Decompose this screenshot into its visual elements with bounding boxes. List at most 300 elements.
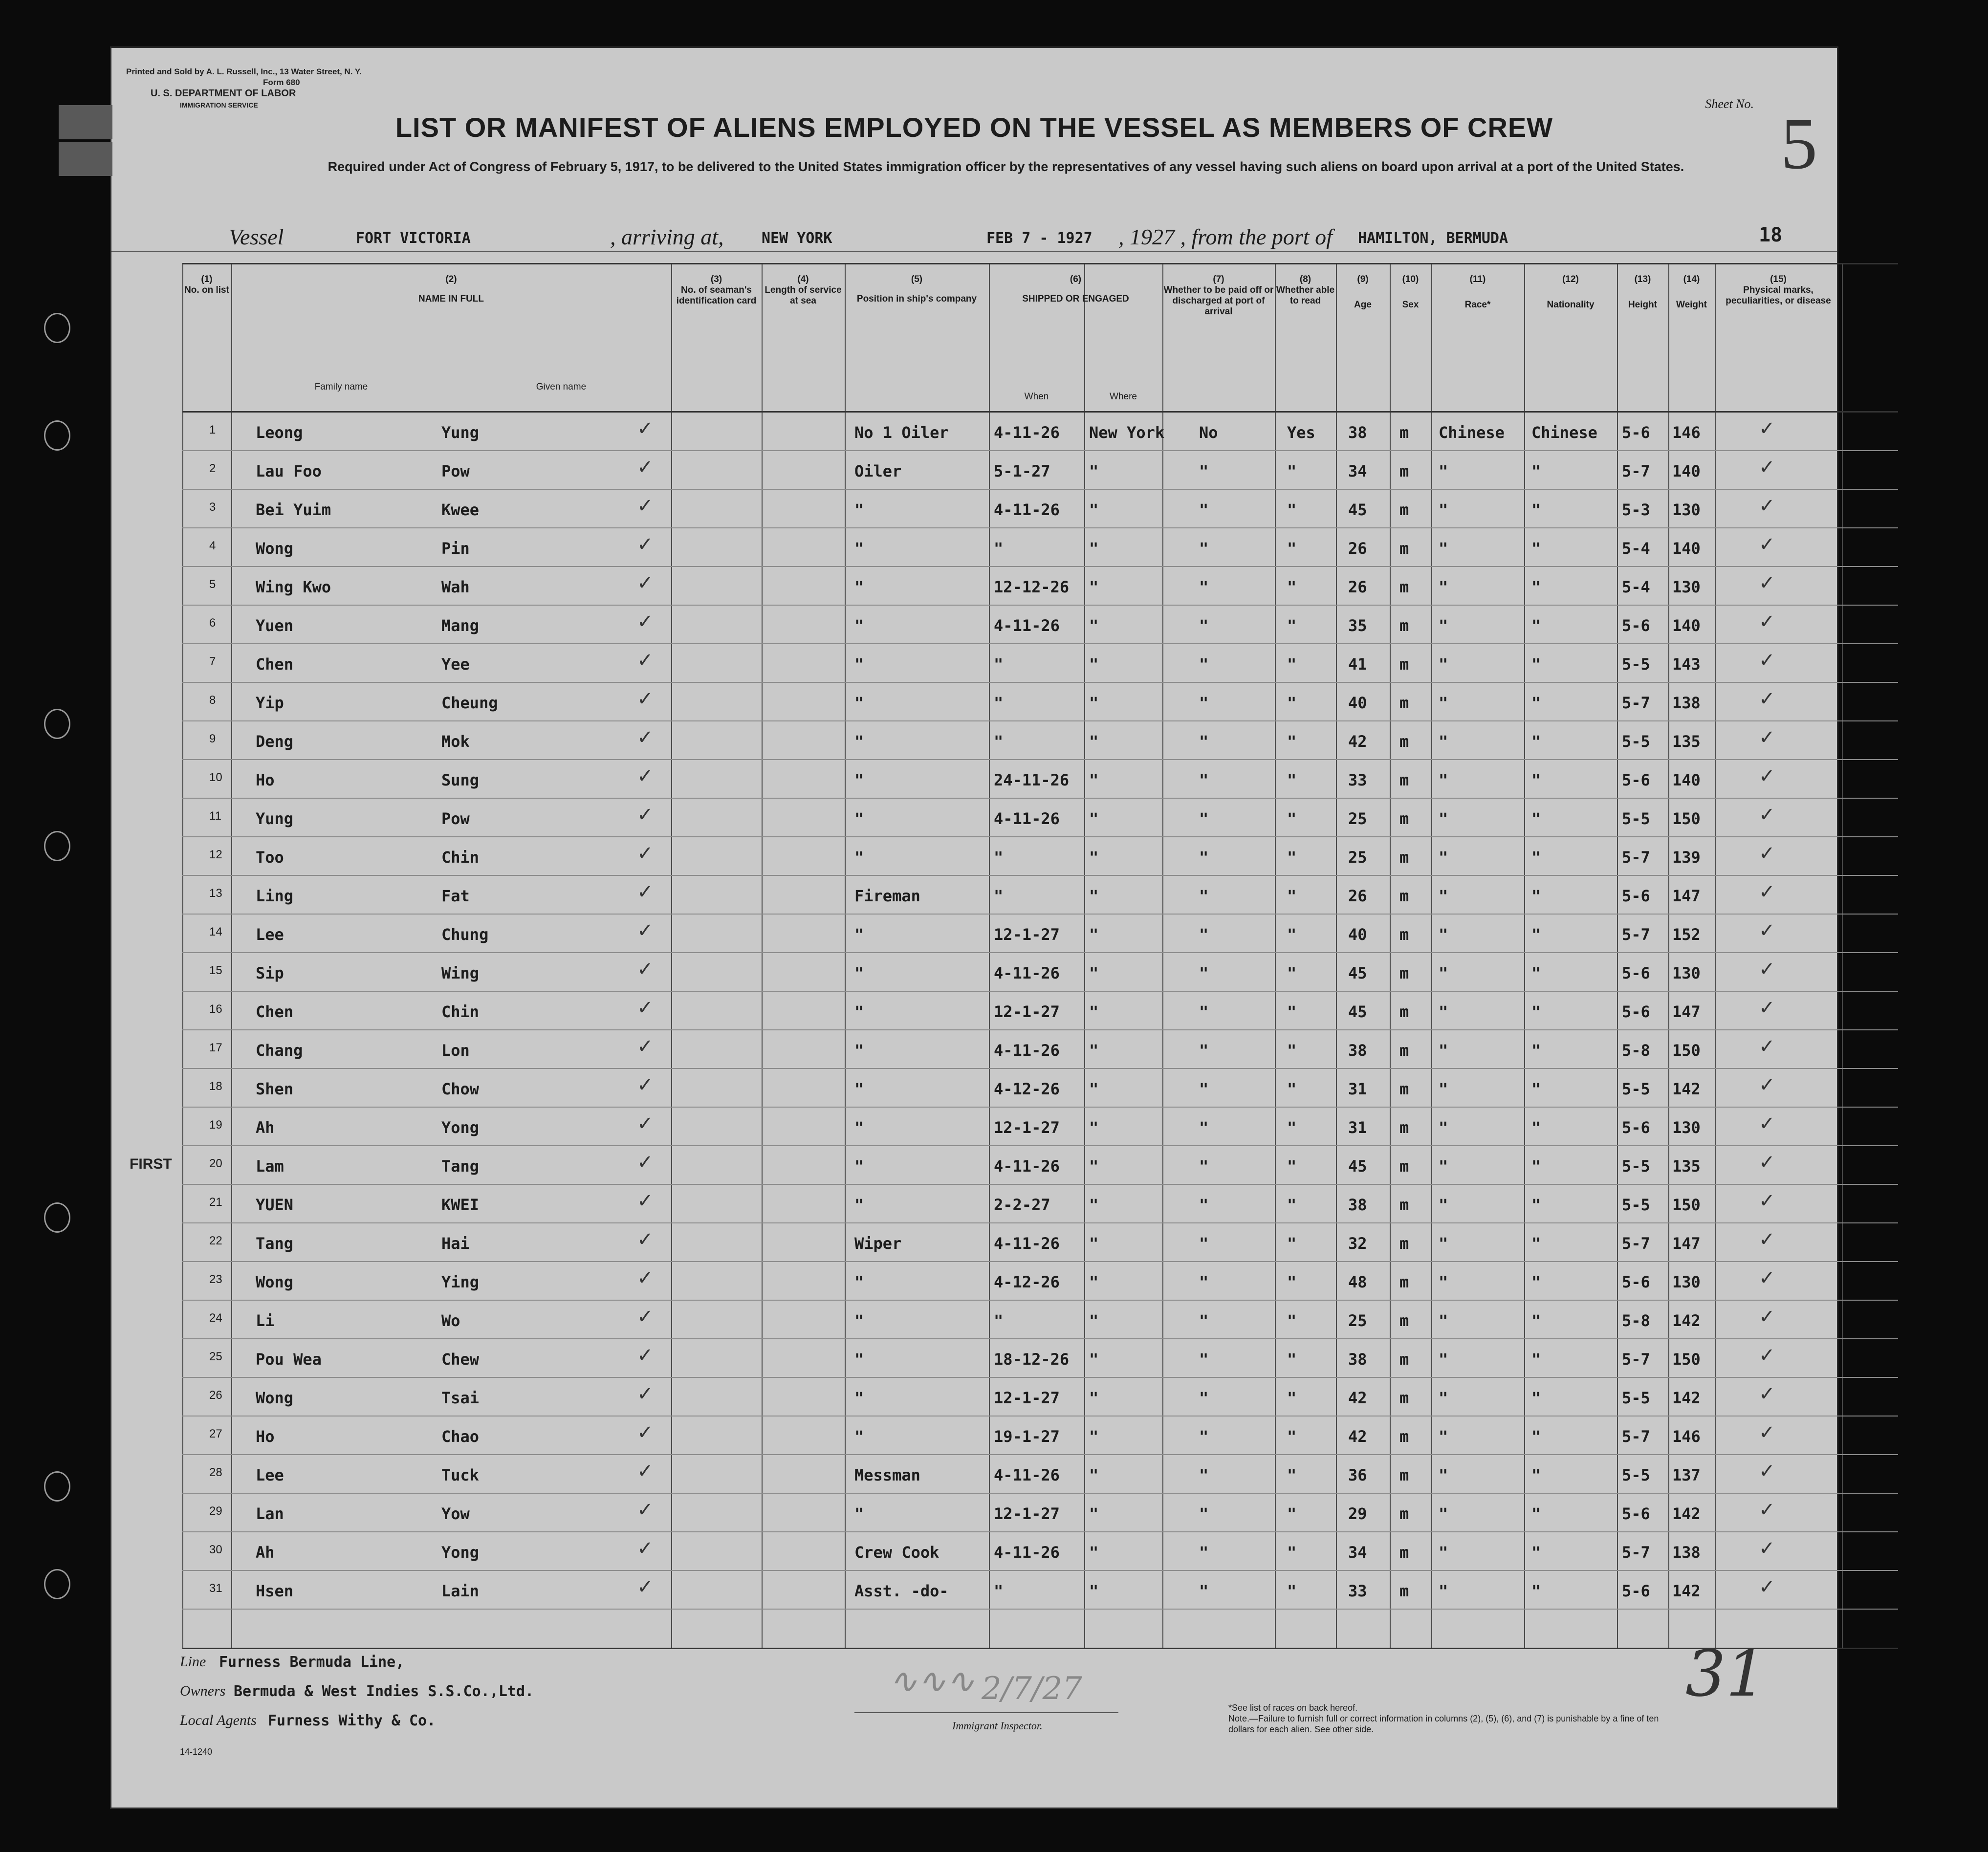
check-mark-icon: ✓	[637, 1228, 654, 1251]
check-mark-icon: ✓	[1759, 456, 1775, 479]
row-rule	[182, 875, 1898, 876]
cell-sex: m	[1399, 1080, 1409, 1098]
cell-when: "	[994, 1582, 1004, 1600]
cell-position: "	[854, 501, 864, 519]
cell-family: Lan	[256, 1504, 284, 1523]
side-tab	[59, 142, 112, 176]
cell-position: "	[854, 1196, 864, 1214]
check-mark-icon: ✓	[1759, 1576, 1775, 1598]
cell-age: 45	[1348, 501, 1367, 519]
cell-where: "	[1089, 1543, 1099, 1562]
check-mark-icon: ✓	[1759, 919, 1775, 942]
cell-nationality: "	[1531, 1466, 1541, 1484]
cell-family: Sip	[256, 964, 284, 982]
cell-position: "	[854, 925, 864, 944]
cell-when: 12-1-27	[994, 925, 1060, 944]
check-mark-icon: ✓	[1759, 997, 1775, 1019]
check-mark-icon: ✓	[1759, 958, 1775, 980]
row-rule	[182, 1454, 1898, 1455]
cell-nationality: "	[1531, 1311, 1541, 1330]
cell-nationality: "	[1531, 501, 1541, 519]
cell-weight: 142	[1672, 1582, 1701, 1600]
cell-race: "	[1439, 1234, 1448, 1253]
col-marks-num: (15)	[1770, 274, 1787, 284]
cell-read: "	[1287, 1118, 1297, 1137]
cell-height: 5-7	[1622, 1427, 1650, 1446]
cell-position: "	[854, 848, 864, 867]
cell-paid: "	[1199, 771, 1209, 789]
col-card-num: (3)	[710, 274, 722, 284]
cell-nationality: "	[1531, 925, 1541, 944]
cell-sex: m	[1399, 423, 1409, 442]
cell-paid: "	[1199, 539, 1209, 558]
cell-where: "	[1089, 462, 1099, 480]
check-mark-icon: ✓	[637, 919, 654, 942]
cell-position: Wiper	[854, 1234, 902, 1253]
cell-age: 45	[1348, 1157, 1367, 1176]
cell-sex: m	[1399, 1543, 1409, 1562]
cell-nationality: "	[1531, 887, 1541, 905]
cell-family: Shen	[256, 1080, 294, 1098]
cell-position: Fireman	[854, 887, 920, 905]
cell-given: Yow	[441, 1504, 470, 1523]
col-nationality-header: Nationality	[1547, 300, 1595, 310]
cell-nationality: "	[1531, 539, 1541, 558]
cell-height: 5-8	[1622, 1041, 1650, 1060]
cell-no: 27	[209, 1427, 222, 1440]
cell-nationality: "	[1531, 1080, 1541, 1098]
cell-given: Pow	[441, 809, 470, 828]
col-given-name: Given name	[536, 382, 587, 392]
col-where: Where	[1110, 392, 1137, 402]
cell-family: Bei Yuim	[256, 501, 331, 519]
cell-weight: 140	[1672, 462, 1701, 480]
margin-note: FIRST	[130, 1156, 172, 1172]
cell-sex: m	[1399, 1234, 1409, 1253]
cell-when: "	[994, 694, 1004, 712]
cell-where: "	[1089, 1504, 1099, 1523]
cell-nationality: "	[1531, 1118, 1541, 1137]
owners-value: Bermuda & West Indies S.S.Co.,Ltd.	[234, 1683, 534, 1700]
cell-height: 5-6	[1622, 887, 1650, 905]
cell-where: "	[1089, 1080, 1099, 1098]
inspector-signature: ∿∿∿	[889, 1661, 975, 1701]
binder-hole	[44, 1569, 70, 1599]
cell-given: Wing	[441, 964, 480, 982]
cell-age: 38	[1348, 1350, 1367, 1369]
cell-weight: 146	[1672, 423, 1701, 442]
cell-nationality: "	[1531, 578, 1541, 596]
cell-position: "	[854, 1118, 864, 1137]
inspector-label: Immigrant Inspector.	[952, 1720, 1043, 1732]
cell-weight: 142	[1672, 1504, 1701, 1523]
check-mark-icon: ✓	[1759, 1421, 1775, 1444]
cell-where: "	[1089, 1196, 1099, 1214]
check-mark-icon: ✓	[637, 1537, 654, 1560]
cell-height: 5-5	[1622, 1466, 1650, 1484]
cell-when: 2-2-27	[994, 1196, 1050, 1214]
cell-when: 4-11-26	[994, 1543, 1060, 1562]
cell-given: Tang	[441, 1157, 480, 1176]
cell-position: "	[854, 694, 864, 712]
cell-family: Lam	[256, 1157, 284, 1176]
row-rule	[182, 450, 1898, 451]
cell-weight: 142	[1672, 1311, 1701, 1330]
cell-given: Tsai	[441, 1389, 480, 1407]
cell-sex: m	[1399, 1118, 1409, 1137]
cell-given: Chung	[441, 925, 489, 944]
cell-position: Messman	[854, 1466, 920, 1484]
cell-position: "	[854, 539, 864, 558]
cell-race: "	[1439, 964, 1448, 982]
cell-age: 25	[1348, 848, 1367, 867]
row-rule	[182, 489, 1898, 490]
check-mark-icon: ✓	[637, 842, 654, 865]
owners-label: Owners	[180, 1683, 226, 1699]
row-rule	[182, 914, 1898, 915]
cell-weight: 140	[1672, 771, 1701, 789]
cell-age: 25	[1348, 1311, 1367, 1330]
line-label: Line	[180, 1654, 206, 1670]
cell-read: "	[1287, 771, 1297, 789]
check-mark-icon: ✓	[637, 649, 654, 672]
cell-no: 25	[209, 1350, 222, 1363]
cell-age: 48	[1348, 1273, 1367, 1291]
cell-sex: m	[1399, 1466, 1409, 1484]
cell-race: "	[1439, 1427, 1448, 1446]
check-mark-icon: ✓	[1759, 765, 1775, 787]
cell-paid: "	[1199, 501, 1209, 519]
cell-family: Lee	[256, 1466, 284, 1484]
cell-height: 5-5	[1622, 1389, 1650, 1407]
cell-position: "	[854, 809, 864, 828]
cell-no: 6	[209, 616, 216, 630]
cell-no: 23	[209, 1273, 222, 1286]
cell-family: Ho	[256, 771, 275, 789]
cell-no: 28	[209, 1466, 222, 1479]
cell-read: "	[1287, 732, 1297, 751]
cell-where: "	[1089, 501, 1099, 519]
cell-no: 12	[209, 848, 222, 861]
cell-where: New York	[1089, 423, 1165, 442]
check-mark-icon: ✓	[1759, 1537, 1775, 1560]
cell-when: "	[994, 539, 1004, 558]
cell-paid: "	[1199, 694, 1209, 712]
cell-race: "	[1439, 501, 1448, 519]
cell-read: "	[1287, 578, 1297, 596]
col-name-num: (2)	[445, 274, 457, 284]
col-race-header: Race*	[1464, 300, 1491, 310]
cell-height: 5-7	[1622, 694, 1650, 712]
cell-age: 34	[1348, 1543, 1367, 1562]
cell-given: Wah	[441, 578, 470, 596]
cell-height: 5-4	[1622, 578, 1650, 596]
cell-age: 25	[1348, 809, 1367, 828]
binder-hole	[44, 420, 70, 451]
check-mark-icon: ✓	[637, 1576, 654, 1598]
printer-line: Printed and Sold by A. L. Russell, Inc., 13 Water Street, N. Y.	[126, 67, 362, 76]
col-shipped-num: (6)	[1070, 274, 1082, 284]
cell-given: Yee	[441, 655, 470, 674]
cell-position: Crew Cook	[854, 1543, 939, 1562]
check-mark-icon: ✓	[1759, 495, 1775, 517]
cell-height: 5-5	[1622, 655, 1650, 674]
row-rule	[182, 643, 1898, 644]
cell-position: "	[854, 964, 864, 982]
cell-race: "	[1439, 655, 1448, 674]
cell-age: 33	[1348, 1582, 1367, 1600]
cell-where: "	[1089, 539, 1099, 558]
check-mark-icon: ✓	[637, 1190, 654, 1212]
cell-where: "	[1089, 1389, 1099, 1407]
cell-paid: "	[1199, 616, 1209, 635]
cell-position: "	[854, 1157, 864, 1176]
check-mark-icon: ✓	[1759, 1344, 1775, 1367]
row-rule	[182, 1570, 1898, 1571]
cell-height: 5-5	[1622, 809, 1650, 828]
cell-no: 30	[209, 1543, 222, 1556]
penalty-note: Note.—Failure to furnish full or correct information in columns (2), (5), (6), and (7) is punishable by a fine of ten dollars for each alien. See other side.	[1228, 1714, 1659, 1734]
cell-family: Leong	[256, 423, 303, 442]
cell-family: Too	[256, 848, 284, 867]
col-marks-header: Physical marks, peculiarities, or disease	[1726, 285, 1831, 306]
cell-height: 5-5	[1622, 732, 1650, 751]
cell-race: "	[1439, 1389, 1448, 1407]
check-mark-icon: ✓	[1759, 417, 1775, 440]
cell-weight: 150	[1672, 1041, 1701, 1060]
cell-read: "	[1287, 1157, 1297, 1176]
cell-given: Chin	[441, 848, 480, 867]
cell-sex: m	[1399, 1389, 1409, 1407]
cell-nationality: "	[1531, 694, 1541, 712]
cell-paid: "	[1199, 1350, 1209, 1369]
cell-age: 26	[1348, 578, 1367, 596]
cell-sex: m	[1399, 1311, 1409, 1330]
cell-given: Yong	[441, 1118, 480, 1137]
col-height-num: (13)	[1634, 274, 1651, 284]
col-service-num: (4)	[797, 274, 809, 284]
check-mark-icon: ✓	[637, 1421, 654, 1444]
cell-paid: "	[1199, 1543, 1209, 1562]
cell-where: "	[1089, 964, 1099, 982]
cell-no: 10	[209, 771, 222, 784]
cell-paid: "	[1199, 655, 1209, 674]
check-mark-icon: ✓	[1759, 1499, 1775, 1521]
cell-nationality: "	[1531, 809, 1541, 828]
cell-paid: "	[1199, 925, 1209, 944]
cell-sex: m	[1399, 1041, 1409, 1060]
cell-race: "	[1439, 1118, 1448, 1137]
cell-sex: m	[1399, 925, 1409, 944]
cell-age: 42	[1348, 1389, 1367, 1407]
sheet-number-label: Sheet No.	[1705, 97, 1754, 111]
cell-read: "	[1287, 1234, 1297, 1253]
cell-paid: "	[1199, 1466, 1209, 1484]
inspector-rule	[854, 1712, 1118, 1713]
col-sex-header: Sex	[1402, 300, 1419, 310]
cell-no: 7	[209, 655, 216, 668]
cell-given: Pin	[441, 539, 470, 558]
check-mark-icon: ✓	[637, 533, 654, 556]
cell-paid: "	[1199, 1389, 1209, 1407]
cell-given: Chin	[441, 1002, 480, 1021]
cell-read: "	[1287, 1504, 1297, 1523]
cell-read: "	[1287, 1273, 1297, 1291]
cell-when: "	[994, 732, 1004, 751]
cell-height: 5-5	[1622, 1196, 1650, 1214]
cell-position: "	[854, 1002, 864, 1021]
cell-weight: 130	[1672, 1118, 1701, 1137]
department: U. S. DEPARTMENT OF LABOR	[151, 88, 296, 99]
cell-where: "	[1089, 1118, 1099, 1137]
cell-race: "	[1439, 771, 1448, 789]
cell-given: Mang	[441, 616, 480, 635]
arrival-date: FEB 7 - 1927	[986, 230, 1092, 247]
cell-sex: m	[1399, 771, 1409, 789]
cell-family: YUEN	[256, 1196, 294, 1214]
cell-read: "	[1287, 501, 1297, 519]
year-from-label: , 1927 , from the port of	[1118, 224, 1333, 249]
cell-age: 42	[1348, 1427, 1367, 1446]
row-rule	[182, 527, 1898, 528]
cell-read: "	[1287, 887, 1297, 905]
cell-read: "	[1287, 1466, 1297, 1484]
cell-where: "	[1089, 1350, 1099, 1369]
cell-read: "	[1287, 1582, 1297, 1600]
cell-sex: m	[1399, 1582, 1409, 1600]
cell-given: Fat	[441, 887, 470, 905]
cell-height: 5-6	[1622, 1118, 1650, 1137]
col-position-header: Position in ship's company	[856, 294, 977, 304]
cell-height: 5-5	[1622, 1080, 1650, 1098]
cell-family: Ah	[256, 1118, 275, 1137]
row-rule	[182, 1184, 1898, 1185]
row-rule	[182, 1338, 1898, 1339]
cell-race: "	[1439, 1080, 1448, 1098]
cell-no: 21	[209, 1196, 222, 1209]
cell-read: "	[1287, 462, 1297, 480]
cell-given: Kwee	[441, 501, 480, 519]
check-mark-icon: ✓	[1759, 1228, 1775, 1251]
col-service-header: Length of service at sea	[765, 285, 842, 306]
cell-weight: 150	[1672, 1350, 1701, 1369]
cell-where: "	[1089, 694, 1099, 712]
cell-family: Chang	[256, 1041, 303, 1060]
cell-weight: 137	[1672, 1466, 1701, 1484]
cell-family: Wong	[256, 539, 294, 558]
cell-sex: m	[1399, 1350, 1409, 1369]
cell-nationality: Chinese	[1531, 423, 1597, 442]
check-mark-icon: ✓	[637, 1267, 654, 1289]
cell-age: 40	[1348, 925, 1367, 944]
cell-given: Pow	[441, 462, 470, 480]
cell-given: KWEI	[441, 1196, 480, 1214]
cell-weight: 150	[1672, 809, 1701, 828]
cell-no: 15	[209, 964, 222, 977]
cell-no: 3	[209, 501, 216, 514]
row-rule	[182, 1145, 1898, 1146]
cell-where: "	[1089, 848, 1099, 867]
check-mark-icon: ✓	[1759, 1074, 1775, 1096]
cell-when: 4-11-26	[994, 964, 1060, 982]
arriving-port: NEW YORK	[762, 230, 832, 247]
cell-where: "	[1089, 1582, 1099, 1600]
row-rule	[182, 1377, 1898, 1378]
check-mark-icon: ✓	[637, 1074, 654, 1096]
cell-where: "	[1089, 1466, 1099, 1484]
cell-race: "	[1439, 1273, 1448, 1291]
check-mark-icon: ✓	[637, 610, 654, 633]
check-mark-icon: ✓	[637, 1460, 654, 1482]
cell-nationality: "	[1531, 1543, 1541, 1562]
cell-no: 1	[209, 423, 216, 436]
check-mark-icon: ✓	[1759, 688, 1775, 710]
cell-given: Chao	[441, 1427, 480, 1446]
cell-nationality: "	[1531, 964, 1541, 982]
check-mark-icon: ✓	[637, 804, 654, 826]
cell-nationality: "	[1531, 616, 1541, 635]
cell-weight: 135	[1672, 1157, 1701, 1176]
cell-no: 9	[209, 732, 216, 745]
cell-no: 13	[209, 887, 222, 900]
cell-when: 4-12-26	[994, 1273, 1060, 1291]
row-rule	[182, 1300, 1898, 1301]
cell-age: 45	[1348, 964, 1367, 982]
row-rule	[182, 566, 1898, 567]
col-family-name: Family name	[314, 382, 368, 392]
cell-read: "	[1287, 925, 1297, 944]
col-position-num: (5)	[911, 274, 923, 284]
cell-nationality: "	[1531, 1002, 1541, 1021]
cell-position: No 1 Oiler	[854, 423, 949, 442]
col-age-header: Age	[1354, 300, 1372, 310]
cell-given: Chow	[441, 1080, 480, 1098]
binder-hole	[44, 313, 70, 343]
cell-age: 26	[1348, 887, 1367, 905]
cell-when: "	[994, 887, 1004, 905]
row-rule	[182, 798, 1898, 799]
check-mark-icon: ✓	[637, 1306, 654, 1328]
cell-when: 4-11-26	[994, 809, 1060, 828]
cell-when: 4-12-26	[994, 1080, 1060, 1098]
cell-weight: 130	[1672, 1273, 1701, 1291]
cell-where: "	[1089, 1002, 1099, 1021]
cell-when: "	[994, 848, 1004, 867]
cell-nationality: "	[1531, 655, 1541, 674]
cell-paid: "	[1199, 887, 1209, 905]
row-rule	[182, 1068, 1898, 1069]
cell-race: "	[1439, 1543, 1448, 1562]
col-read-num: (8)	[1299, 274, 1311, 284]
cell-weight: 130	[1672, 964, 1701, 982]
cell-sex: m	[1399, 732, 1409, 751]
crew-table	[182, 263, 1898, 1649]
col-weight-header: Weight	[1676, 300, 1707, 310]
cell-height: 5-6	[1622, 1582, 1650, 1600]
cell-height: 5-3	[1622, 501, 1650, 519]
cell-read: "	[1287, 848, 1297, 867]
cell-age: 38	[1348, 1196, 1367, 1214]
cell-given: Chew	[441, 1350, 480, 1369]
check-mark-icon: ✓	[1759, 1383, 1775, 1405]
cell-no: 8	[209, 694, 216, 707]
form-code: 14-1240	[180, 1747, 213, 1757]
cell-position: "	[854, 655, 864, 674]
check-mark-icon: ✓	[1759, 1267, 1775, 1289]
cell-age: 26	[1348, 539, 1367, 558]
cell-sex: m	[1399, 539, 1409, 558]
arriving-label: , arriving at,	[610, 224, 724, 249]
